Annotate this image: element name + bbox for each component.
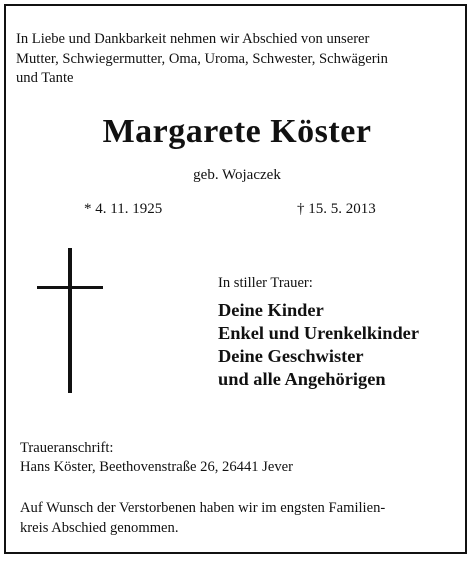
intro-text xyxy=(16,30,450,89)
mourner-item: Deine Kinder xyxy=(218,300,324,320)
intro-line: In Liebe und Dankbarkeit nehmen wir Abschied von unserer xyxy=(16,31,370,47)
cross-vertical-bar xyxy=(68,248,72,393)
cross-icon xyxy=(37,248,103,393)
mourners-list xyxy=(218,299,419,391)
birth-date: * 4. 11. 1925 xyxy=(84,201,163,217)
mourning-label: In stiller Trauer: xyxy=(218,275,313,291)
mourner-item: Deine Geschwister xyxy=(218,346,364,366)
closing-line: Auf Wunsch der Verstorbenen haben wir im engsten Familien- xyxy=(20,500,386,516)
death-date: † 15. 5. 2013 xyxy=(297,201,376,217)
intro-line: und Tante xyxy=(16,70,74,86)
address-line: Hans Köster, Beethovenstraße 26, 26441 Jever xyxy=(20,459,293,475)
maiden-name: geb. Wojaczek xyxy=(193,167,281,183)
cross-horizontal-bar xyxy=(37,286,103,289)
intro-line: Mutter, Schwiegermutter, Oma, Uroma, Schwester, Schwägerin xyxy=(16,50,388,67)
mourner-item: Enkel und Urenkelkinder xyxy=(218,323,419,343)
mourner-item: und alle Angehörigen xyxy=(218,369,386,389)
closing-text xyxy=(20,499,448,538)
address-label: Traueranschrift: xyxy=(20,440,114,456)
address-block xyxy=(20,439,293,477)
closing-line: kreis Abschied genommen. xyxy=(20,519,179,536)
deceased-name: Margarete Köster xyxy=(102,113,372,150)
